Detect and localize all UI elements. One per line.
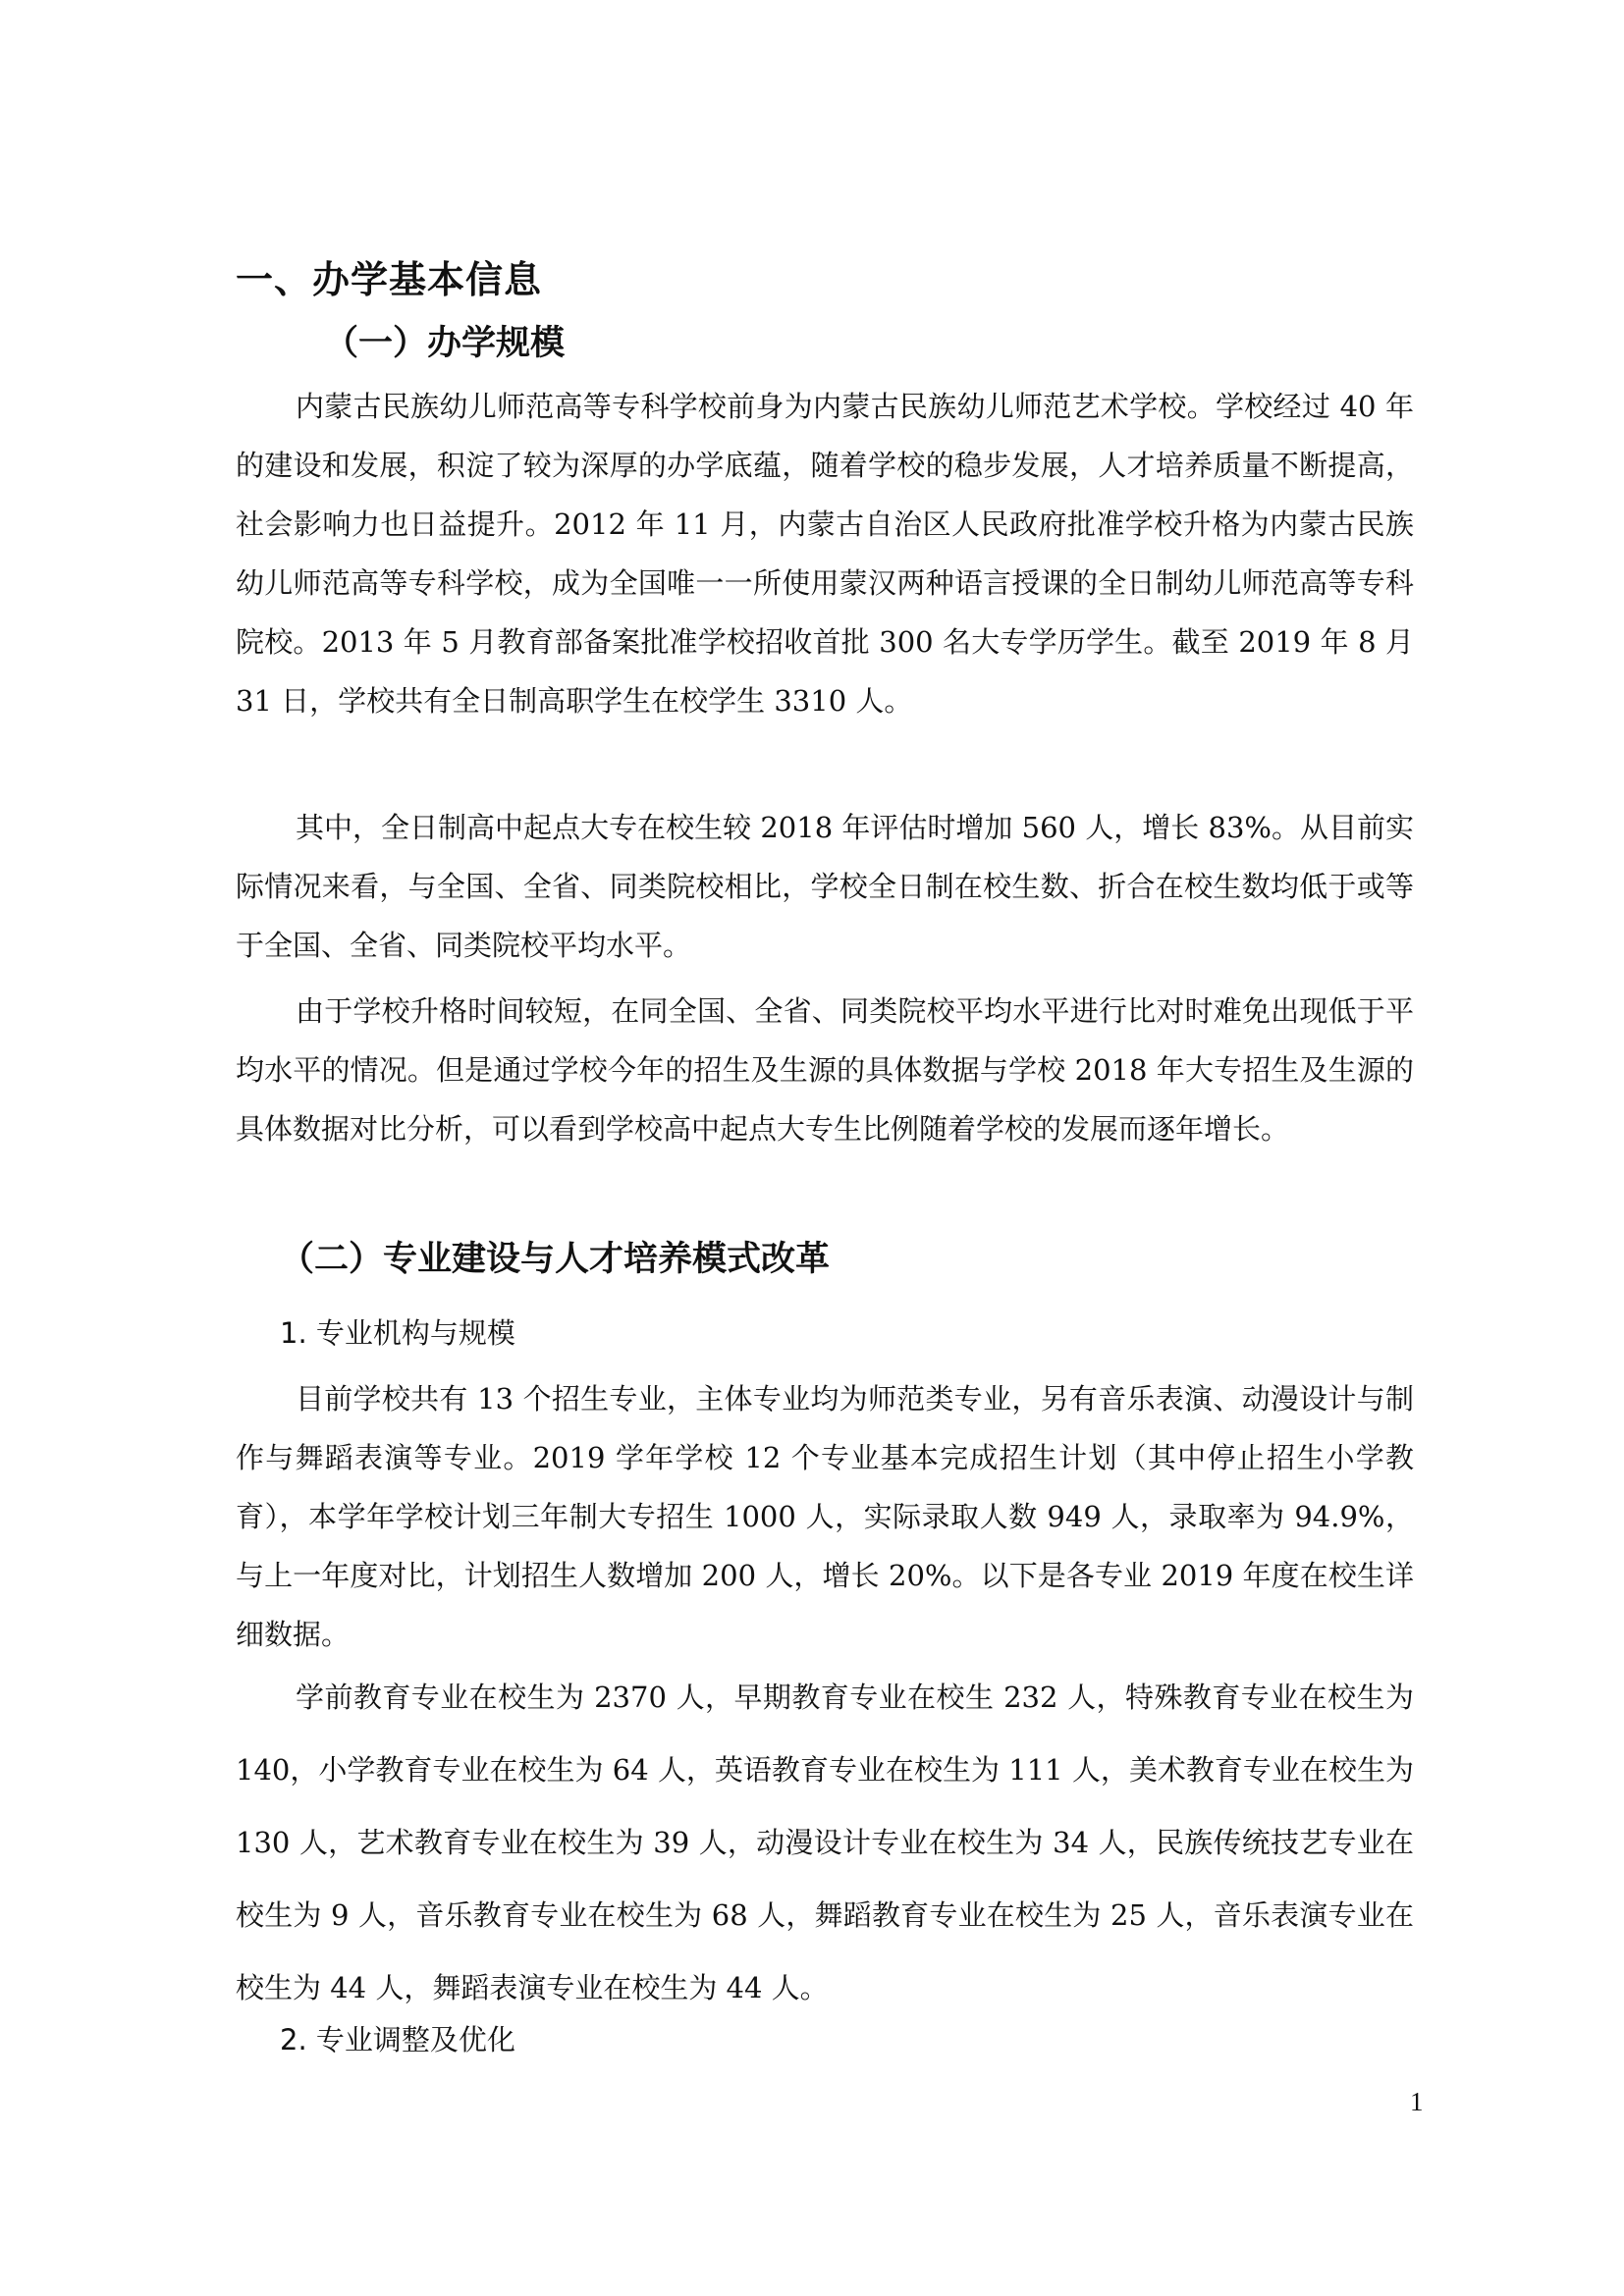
section-1-title: （一）办学规模 [324, 324, 566, 363]
subsection-1-title: 1. 专业机构与规模 [280, 1316, 515, 1350]
subsection-1-paragraph-2: 学前教育专业在校生为 2370 人，早期教育专业在校生 232 人，特殊教育专业在校生为 140，小学教育专业在校生为 64 人，英语教育专业在校生为 111 人，美术教育专业在校生为 130 人，艺术教育专业在校生为 39 人，动漫设计专业在校生为 34 人，民族传统技艺专业在校生为 9 人，音乐教育专业在校生为 68 人，舞蹈教育专业在校生为 25 人，音乐表演专业在校生为 44 人，舞蹈表演专业在校生为 44 人。 [236, 1681, 1414, 2004]
section-1-paragraph-2: 其中，全日制高中起点大专在校生较 2018 年评估时增加 560 人，增长 83%。从目前实际情况来看，与全国、全省、同类院校相比，学校全日制在校生数、折合在校生数均低于或等于全国、全省、同类院校平均水平。 [236, 811, 1414, 962]
main-heading: 一、办学基本信息 [236, 258, 543, 301]
section-2-title: （二）专业建设与人才培养模式改革 [280, 1240, 831, 1279]
subsection-2-title: 2. 专业调整及优化 [280, 2023, 515, 2056]
section-1-paragraph-3: 由于学校升格时间较短，在同全国、全省、同类院校平均水平进行比对时难免出现低于平均水平的情况。但是通过学校今年的招生及生源的具体数据与学校 2018 年大专招生及生源的具体数据对比分析，可以看到学校高中起点大专生比例随着学校的发展而逐年增长。 [236, 994, 1414, 1146]
page-number: 1 [1410, 2087, 1424, 2116]
subsection-1-paragraph-1: 目前学校共有 13 个招生专业，主体专业均为师范类专业，另有音乐表演、动漫设计与制作与舞蹈表演等专业。2019 学年学校 12 个专业基本完成招生计划（其中停止招生小学教育），本学年学校计划三年制大专招生 1000 人，实际录取人数 949 人，录取率为 94.9%，与上一年度对比，计划招生人数增加 200 人，增长 20%。以下是各专业 2019 年度在校生详细数据。 [236, 1382, 1414, 1651]
section-1-paragraph-1: 内蒙古民族幼儿师范高等专科学校前身为内蒙古民族幼儿师范艺术学校。学校经过 40 年的建设和发展，积淀了较为深厚的办学底蕴，随着学校的稳步发展，人才培养质量不断提高，社会影响力也日益提升。2012 年 11 月，内蒙古自治区人民政府批准学校升格为内蒙古民族幼儿师范高等专科学校，成为全国唯一一所使用蒙汉两种语言授课的全日制幼儿师范高等专科院校。2013 年 5 月教育部备案批准学校招收首批 300 名大专学历学生。截至 2019 年 8 月 31 日，学校共有全日制高职学生在校学生 3310 人。 [236, 390, 1414, 718]
